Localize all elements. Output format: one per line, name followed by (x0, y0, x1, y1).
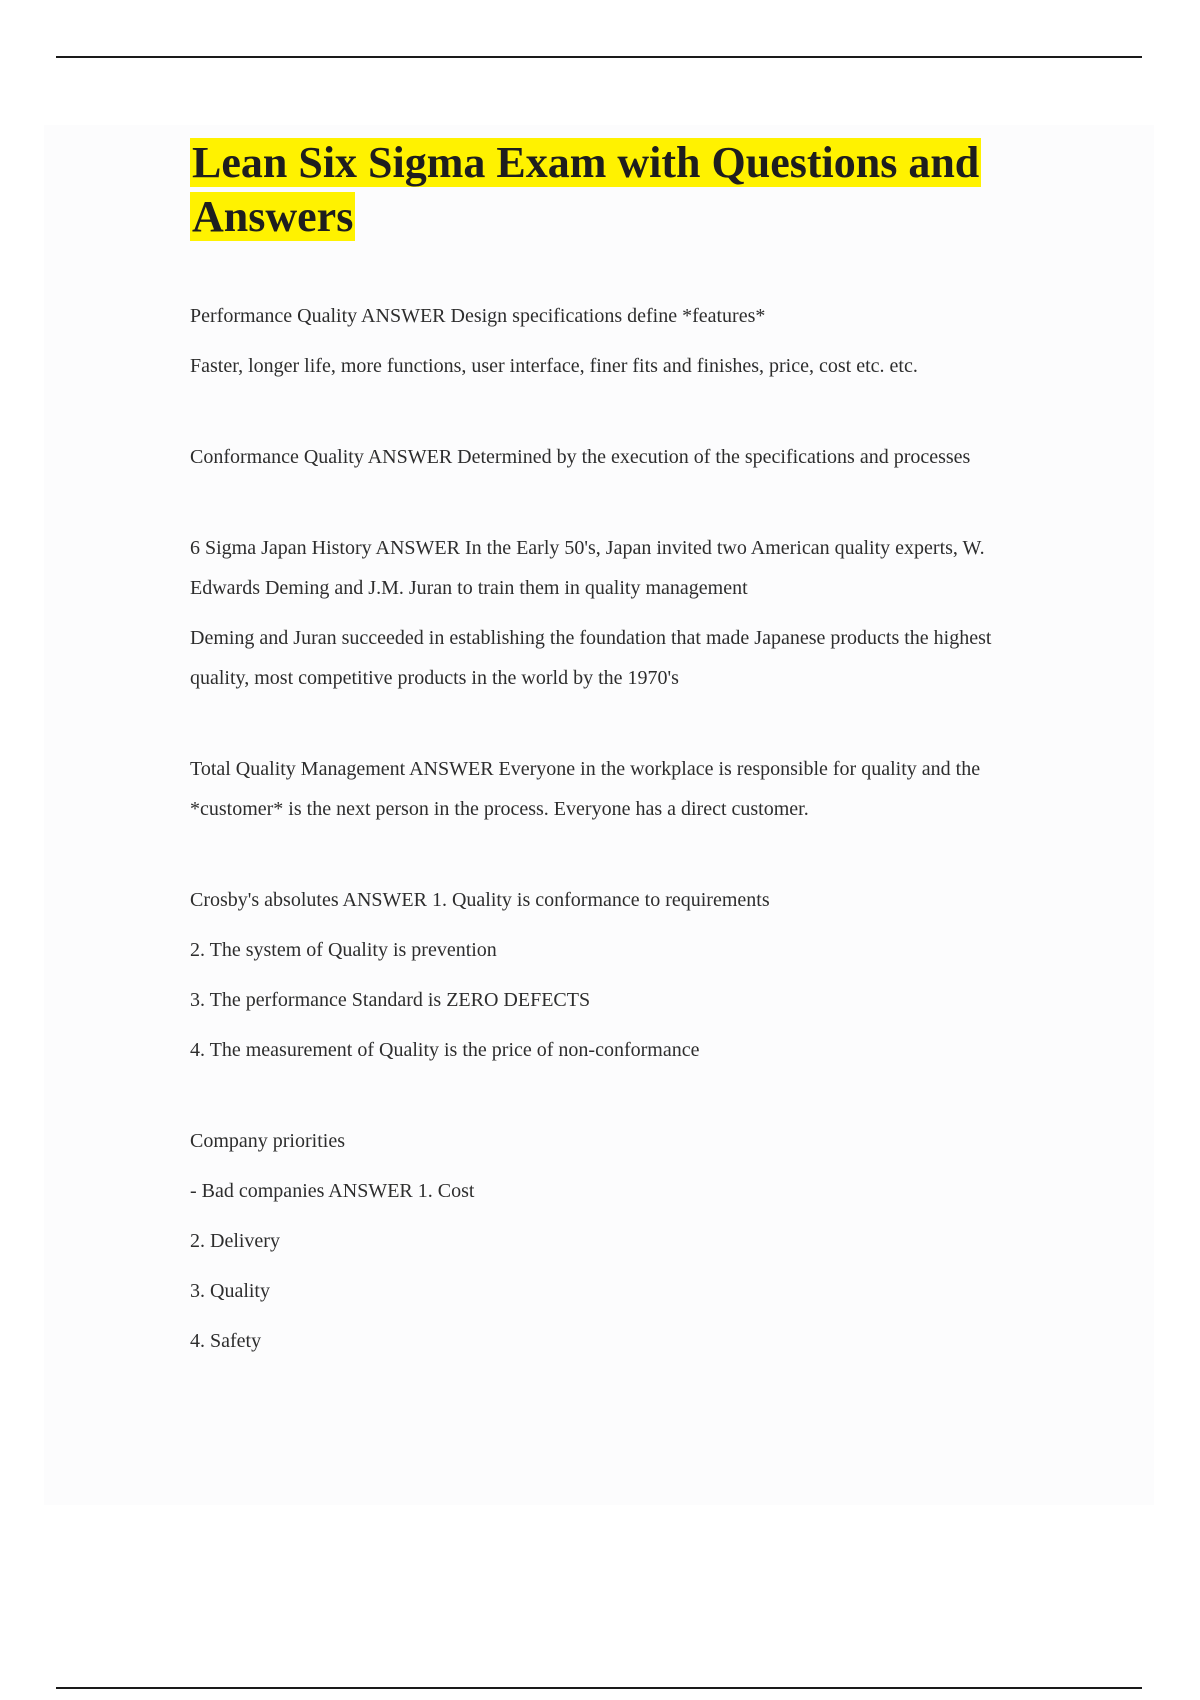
title-highlight: Lean Six Sigma Exam with Questions and Answers (192, 138, 980, 241)
section-gap (190, 698, 1040, 749)
qa-block-crosbys-absolutes (190, 880, 1040, 1070)
document-content (190, 136, 1040, 1361)
section-gap (190, 1070, 1040, 1121)
qa-paragraph: Total Quality Management ANSWER Everyone in the workplace is responsible for quality and the *customer* is the next person in the process. Everyone has a direct customer. (190, 758, 981, 820)
qa-paragraph: Deming and Juran succeeded in establishing the foundation that made Japanese products the highest quality, most competitive products in the world by the 1970's (190, 627, 992, 689)
qa-block-company-priorities (190, 1121, 1040, 1361)
section-gap (190, 386, 1040, 437)
qa-paragraph: Company priorities (190, 1130, 345, 1152)
bottom-rule (56, 1687, 1142, 1689)
qa-paragraph: Conformance Quality ANSWER Determined by the execution of the specifications and processes (190, 446, 971, 468)
qa-paragraph: Performance Quality ANSWER Design specifications define *features* (190, 305, 766, 327)
qa-paragraph: Crosby's absolutes ANSWER 1. Quality is conformance to requirements (190, 889, 770, 911)
qa-block-japan-history (190, 528, 1040, 698)
qa-paragraph: Faster, longer life, more functions, user interface, finer fits and finishes, price, cost etc. etc. (190, 355, 918, 377)
section-gap (190, 477, 1040, 528)
document-title (190, 136, 1040, 244)
top-rule (56, 56, 1142, 58)
qa-paragraph: 3. Quality (190, 1280, 270, 1302)
qa-paragraph: 4. The measurement of Quality is the price of non-conformance (190, 1039, 700, 1061)
qa-paragraph: 2. Delivery (190, 1230, 280, 1252)
qa-paragraph: 4. Safety (190, 1330, 262, 1352)
qa-paragraph: - Bad companies ANSWER 1. Cost (190, 1180, 475, 1202)
qa-block-performance-quality (190, 296, 1040, 386)
qa-block-total-quality-management (190, 749, 1040, 829)
section-gap (190, 829, 1040, 880)
qa-paragraph: 6 Sigma Japan History ANSWER In the Early 50's, Japan invited two American quality experts, W. Edwards Deming and J.M. Juran to train them in quality management (190, 537, 985, 599)
qa-paragraph: 3. The performance Standard is ZERO DEFECTS (190, 989, 591, 1011)
qa-paragraph: 2. The system of Quality is prevention (190, 939, 497, 961)
qa-block-conformance-quality (190, 437, 1040, 477)
